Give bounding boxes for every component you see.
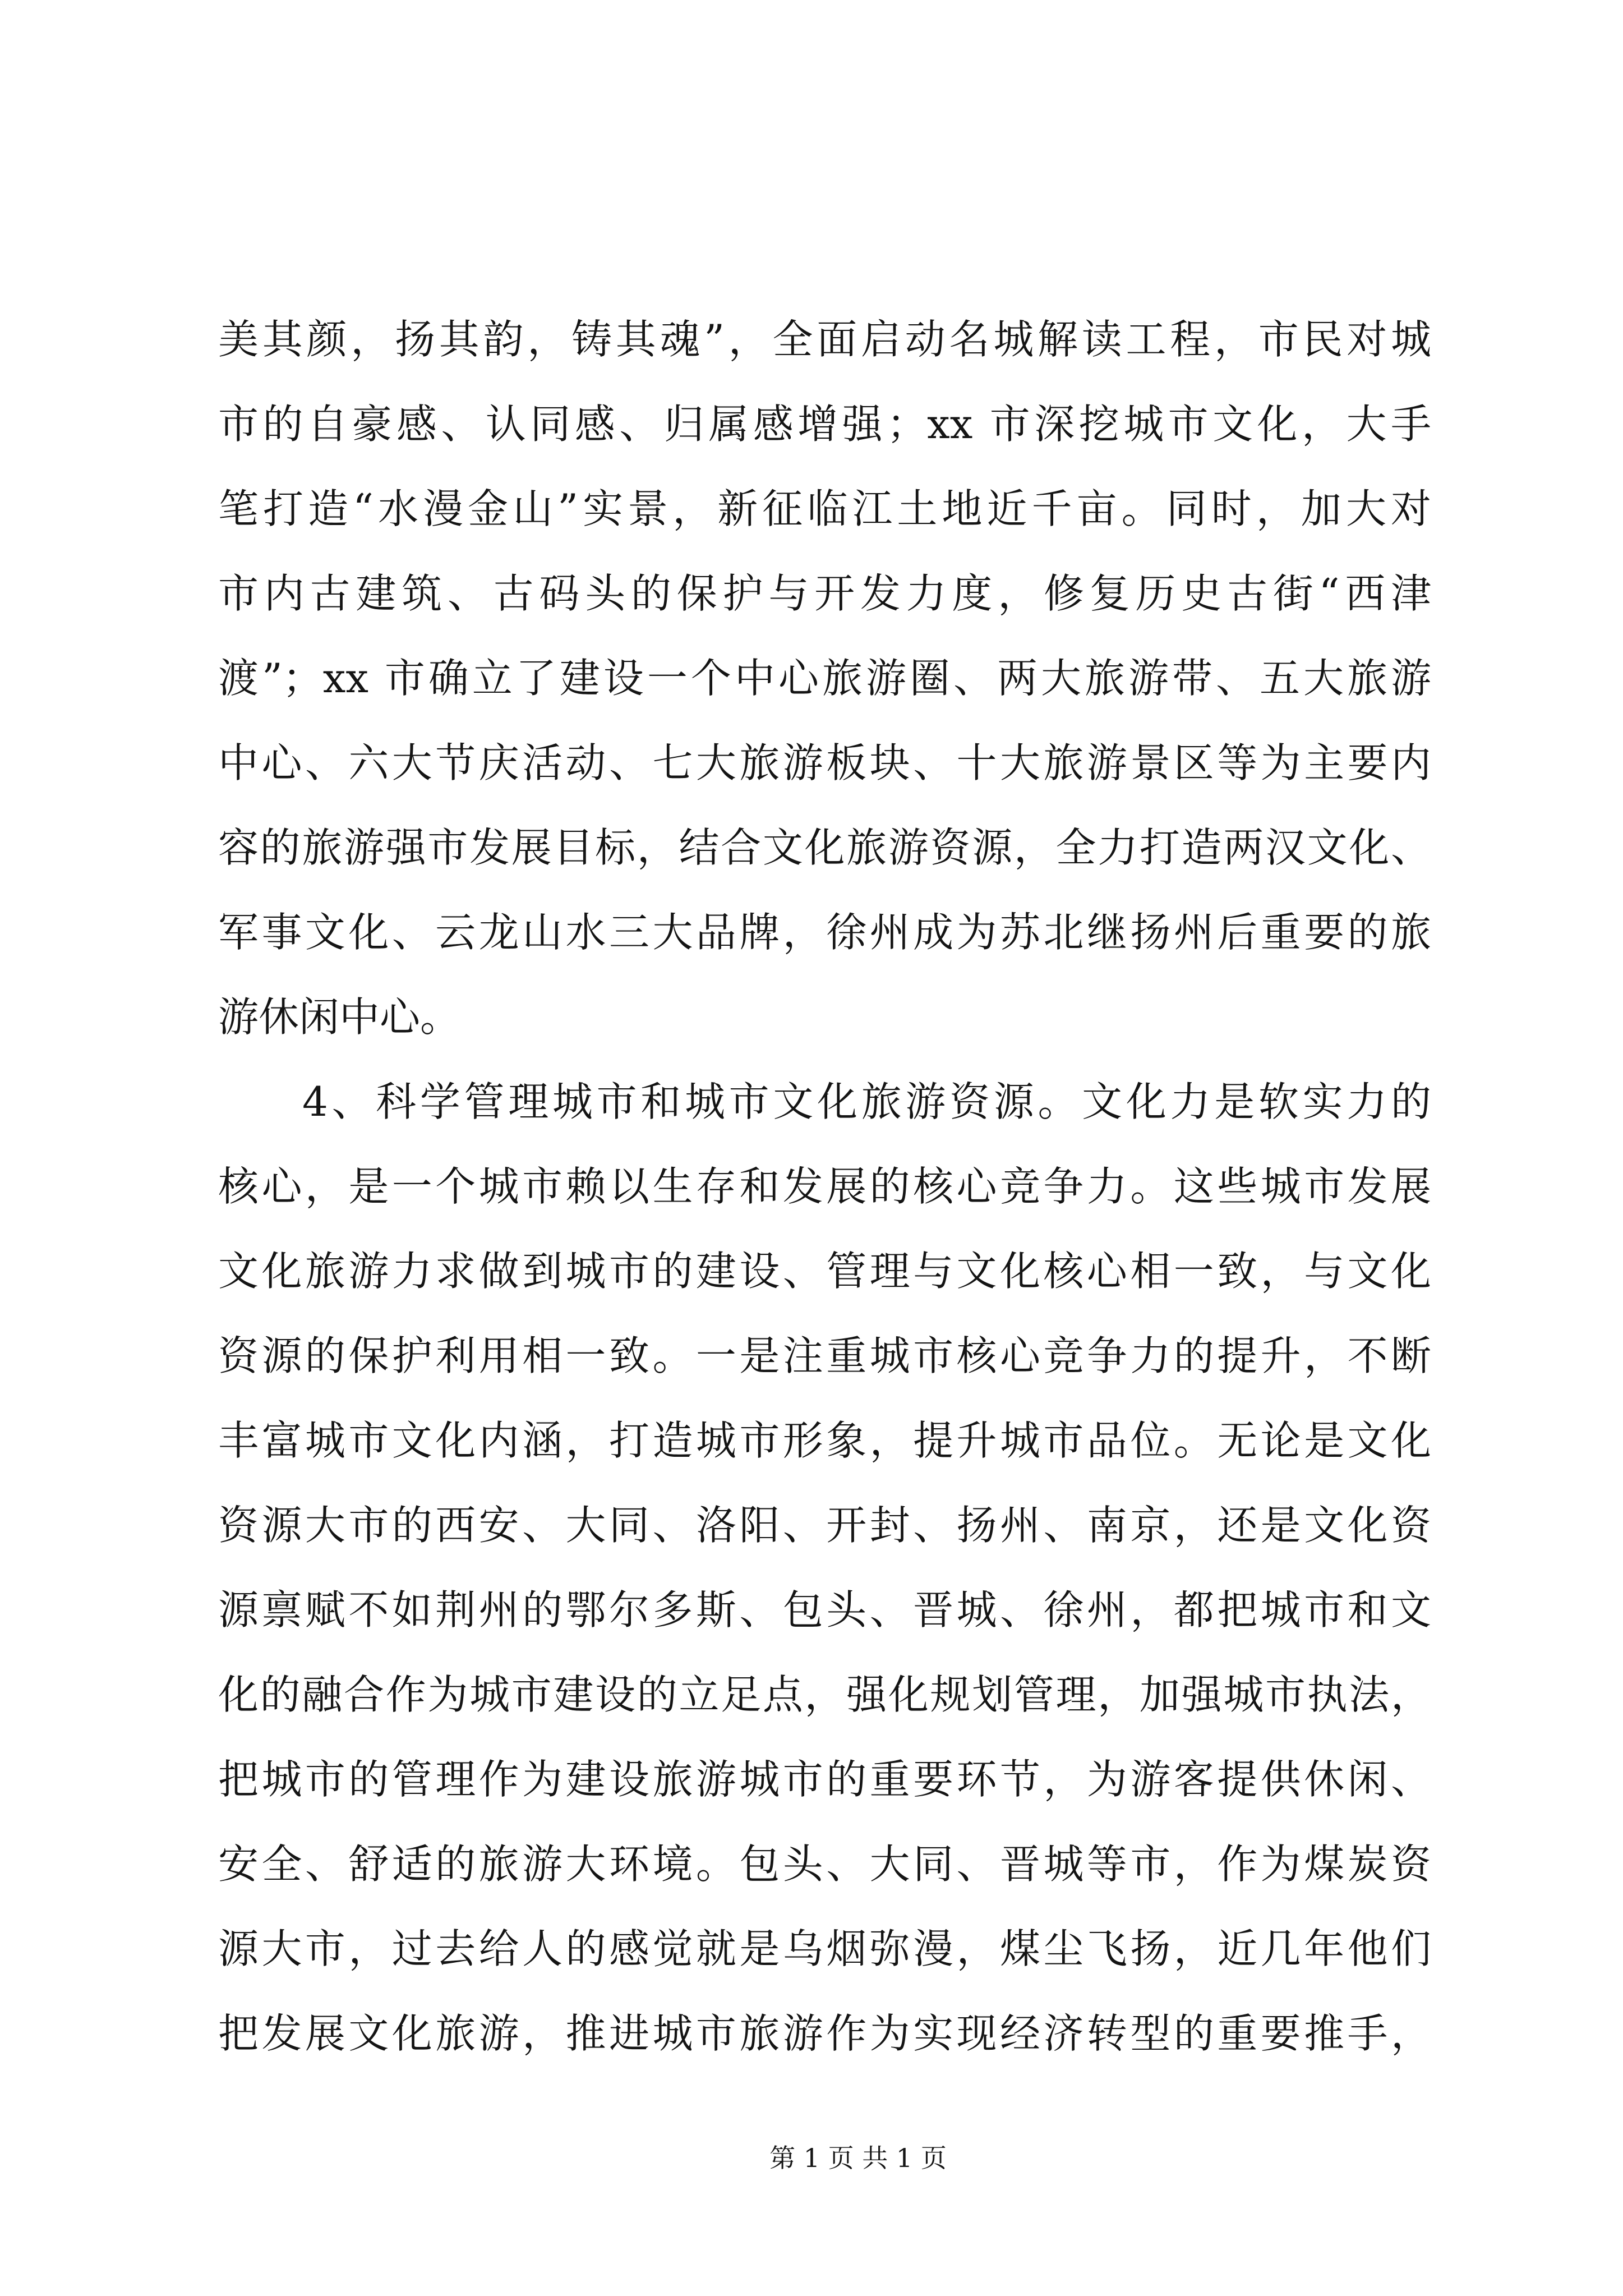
text-line: 资源大市的西安、大同、洛阳、开封、扬州、南京，还是文化资 bbox=[218, 1502, 1431, 1549]
text-line: 核心，是一个城市赖以生存和发展的核心竞争力。这些城市发展 bbox=[218, 1163, 1431, 1210]
text-line: 源大市，过去给人的感觉就是乌烟弥漫，煤尘飞扬，近几年他们 bbox=[218, 1925, 1431, 1972]
text-line: 军事文化、云龙山水三大品牌，徐州成为苏北继扬州后重要的旅 bbox=[218, 909, 1431, 956]
text-line: 资源的保护利用相一致。一是注重城市核心竞争力的提升，不断 bbox=[218, 1332, 1431, 1379]
text-line: 游休闲中心。 bbox=[218, 993, 461, 1041]
text-line: 美其颜，扬其韵，铸其魂”，全面启动名城解读工程，市民对城 bbox=[218, 316, 1431, 363]
text-line: 中心、六大节庆活动、七大旅游板块、十大旅游景区等为主要内 bbox=[218, 739, 1431, 786]
text-line: 市内古建筑、古码头的保护与开发力度，修复历史古街“西津 bbox=[218, 570, 1431, 617]
text-line: 文化旅游力求做到城市的建设、管理与文化核心相一致，与文化 bbox=[218, 1248, 1431, 1295]
text-line: 容的旅游强市发展目标，结合文化旅游资源，全力打造两汉文化、 bbox=[218, 824, 1431, 871]
text-line: 把城市的管理作为建设旅游城市的重要环节，为游客提供休闲、 bbox=[218, 1756, 1431, 1803]
text-line: 丰富城市文化内涵，打造城市形象，提升城市品位。无论是文化 bbox=[218, 1417, 1431, 1464]
text-line: 市的自豪感、认同感、归属感增强；xx 市深挖城市文化，大手 bbox=[218, 401, 1431, 448]
text-line: 化的融合作为城市建设的立足点，强化规划管理，加强城市执法， bbox=[218, 1671, 1431, 1718]
text-line: 渡”；xx 市确立了建设一个中心旅游圈、两大旅游带、五大旅游 bbox=[218, 655, 1431, 702]
text-line: 把发展文化旅游，推进城市旅游作为实现经济转型的重要推手， bbox=[218, 2010, 1431, 2057]
body-text bbox=[218, 297, 1431, 2076]
page-footer: 第 1 页 共 1 页 bbox=[769, 2143, 947, 2173]
text-line: 笔打造“水漫金山”实景，新征临江土地近千亩。同时，加大对 bbox=[218, 485, 1431, 532]
paragraph-start-line: 4、科学管理城市和城市文化旅游资源。文化力是软实力的 bbox=[302, 1078, 1431, 1125]
text-line: 源禀赋不如荆州的鄂尔多斯、包头、晋城、徐州，都把城市和文 bbox=[218, 1586, 1431, 1634]
text-line: 安全、舒适的旅游大环境。包头、大同、晋城等市，作为煤炭资 bbox=[218, 1841, 1431, 1888]
